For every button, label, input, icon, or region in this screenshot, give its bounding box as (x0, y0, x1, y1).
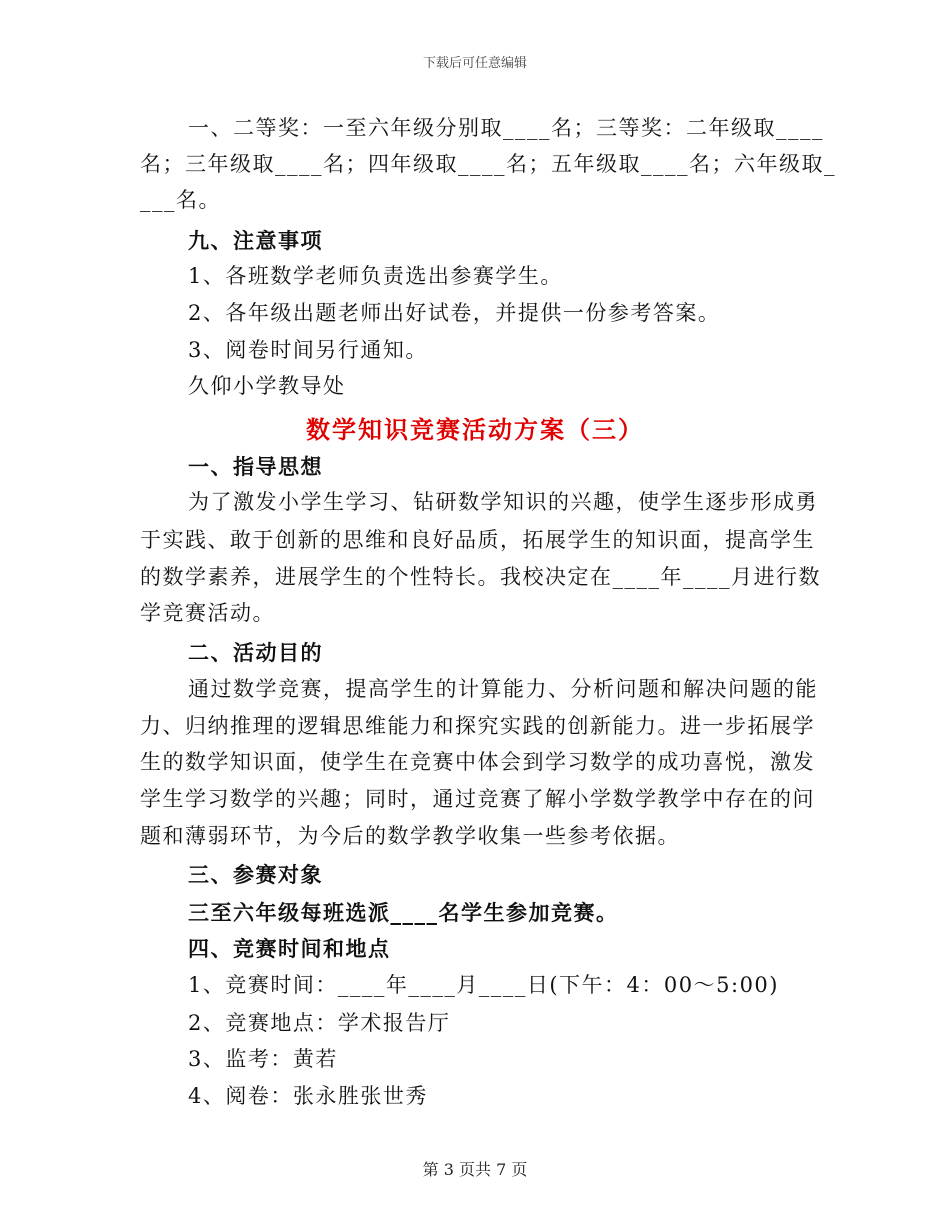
signature-office: 久仰小学教导处 (188, 374, 346, 398)
award-line-3: ___名。 (140, 188, 221, 212)
document-title: 数学知识竞赛活动方案（三） (306, 415, 644, 444)
page-header-note: 下载后可任意编辑 (422, 56, 527, 71)
time-place-item-4: 4、阅卷：张永胜张世秀 (188, 1084, 428, 1108)
page-footer-number: 第 3 页共 7 页 (422, 1160, 528, 1179)
time-place-item-3: 3、监考：黄若 (188, 1047, 338, 1071)
time-place-item-1: 1、竞赛时间：____年____月____日(下午：4：00～5:00) (188, 973, 779, 997)
section-heading-participants: 三、参赛对象 (188, 862, 323, 887)
paragraph-guiding-line-3: 的数学素养，进展学生的个性特长。我校决定在____年____月进行数 (140, 565, 821, 589)
paragraph-purpose-line-3: 生的数学知识面，使学生在竞赛中体会到学习数学的成功喜悦，激发 (140, 750, 815, 774)
section-heading-notes: 九、注意事项 (188, 228, 323, 253)
paragraph-guiding-line-1: 为了激发小学生学习、钻研数学知识的兴趣，使学生逐步形成勇 (188, 490, 818, 514)
section-heading-purpose: 二、活动目的 (188, 640, 323, 665)
paragraph-guiding-line-4: 学竞赛活动。 (140, 601, 275, 625)
time-place-item-2: 2、竞赛地点：学术报告厅 (188, 1011, 451, 1035)
paragraph-purpose-line-2: 力、归纳推理的逻辑思维能力和探究实践的创新能力。进一步拓展学 (140, 714, 815, 738)
note-item-3: 3、阅卷时间另行通知。 (188, 338, 428, 362)
paragraph-purpose-line-4: 学生学习数学的兴趣；同时，通过竞赛了解小学数学教学中存在的问 (140, 787, 815, 811)
paragraph-guiding-line-2: 于实践、敢于创新的思维和良好品质，拓展学生的知识面，提高学生 (140, 528, 815, 552)
note-item-2: 2、各年级出题老师出好试卷，并提供一份参考答案。 (188, 301, 721, 325)
note-item-1: 1、各班数学老师负责选出参赛学生。 (188, 264, 563, 288)
award-line-1: 一、二等奖：一至六年级分别取____名；三等奖：二年级取____ (188, 116, 824, 140)
paragraph-purpose-line-5: 题和薄弱环节，为今后的数学教学收集一些参考依据。 (140, 824, 680, 848)
section-heading-guiding: 一、指导思想 (188, 454, 323, 479)
section-heading-time-place: 四、竞赛时间和地点 (188, 936, 391, 961)
award-line-2: 名；三年级取____名；四年级取____名；五年级取____名；六年级取_ (140, 152, 836, 176)
participants-text: 三至六年级每班选派____名学生参加竞赛。 (188, 900, 619, 925)
paragraph-purpose-line-1: 通过数学竞赛，提高学生的计算能力、分析问题和解决问题的能 (188, 677, 818, 701)
